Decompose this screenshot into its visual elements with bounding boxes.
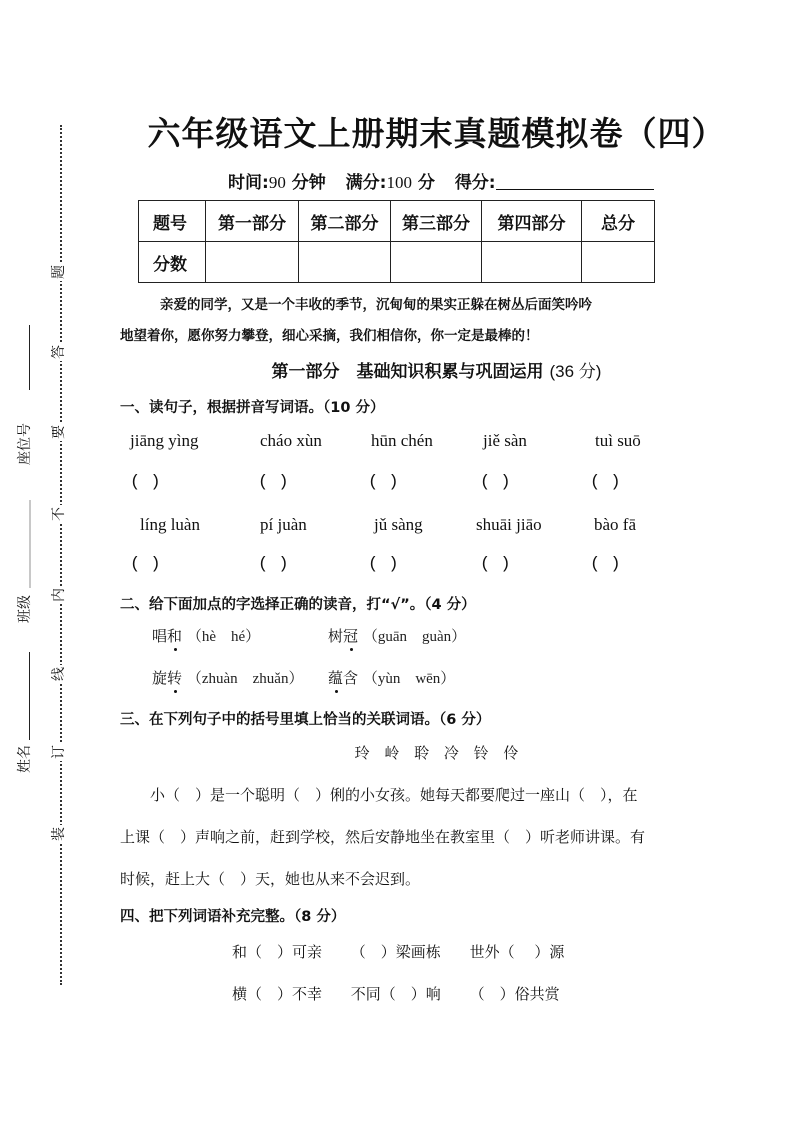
q1-pinyin-row-2 — [120, 515, 680, 537]
q3-passage-line-1[interactable]: 小（ ）是一个聪明（ ）俐的小女孩。她每天都要爬过一座山（ ），在 — [120, 786, 638, 804]
idiom-blank[interactable]: 和（ ）可亲 — [232, 943, 323, 961]
answer-blank[interactable]: ( ) — [130, 555, 161, 574]
binding-notice-char: 答 — [51, 345, 67, 359]
binding-dotted-line — [60, 125, 62, 985]
header-cell: 第一部分 — [206, 201, 299, 242]
pinyin-item: tuì suō — [595, 431, 641, 450]
idiom-blank[interactable]: 横（ ）不幸 — [232, 985, 323, 1003]
answer-blank[interactable]: ( ) — [480, 473, 511, 492]
score-blank[interactable] — [496, 173, 654, 190]
score-table-value-row — [139, 242, 655, 283]
seat-number-label: 座位号 — [17, 423, 33, 465]
pinyin-item: cháo xùn — [260, 431, 322, 450]
intro-message — [120, 290, 680, 352]
q2-item-changhe — [152, 625, 260, 646]
pinyin-item: jiě sàn — [483, 431, 527, 450]
score-table — [138, 200, 655, 283]
class-line[interactable] — [29, 500, 31, 588]
intro-line-2: 地望着你，愿你努力攀登，细心采摘，我们相信你，你一定是最棒的！ — [120, 328, 539, 344]
word-char: 旋 — [152, 669, 168, 687]
answer-blank[interactable]: ( ) — [368, 555, 399, 574]
pinyin-options[interactable]: （hè hé） — [186, 629, 261, 645]
time-label: 时间: — [228, 173, 269, 193]
time-unit: 分钟 — [291, 173, 326, 193]
word-char: 唱 — [152, 627, 168, 645]
pinyin-options[interactable]: （guān guàn） — [362, 629, 467, 645]
binding-notice-char: 线 — [51, 667, 67, 681]
word-char: 树 — [328, 627, 344, 645]
q4-heading: 四、把下列词语补充完整。（8 分） — [120, 909, 346, 925]
class-label: 班级 — [17, 595, 33, 623]
time-value: 90 — [268, 173, 286, 192]
q2-item-xuanzhuan — [152, 667, 303, 688]
score-label: 得分: — [454, 173, 496, 193]
header-cell: 第三部分 — [391, 201, 482, 242]
idiom-blank[interactable]: 世外（ ）源 — [469, 943, 565, 961]
binding-notice-char: 装 — [51, 827, 67, 841]
exam-title: 六年级语文上册期末真题模拟卷（四） — [147, 114, 726, 153]
answer-blank[interactable]: ( ) — [590, 555, 621, 574]
name-label: 姓名 — [17, 745, 33, 773]
score-cell-part3[interactable] — [391, 242, 482, 283]
q1-answer-row-1 — [120, 473, 680, 495]
answer-blank[interactable]: ( ) — [590, 473, 621, 492]
q1-heading: 一、读句子，根据拼音写词语。（10 分） — [120, 400, 385, 416]
header-cell: 题号 — [139, 201, 206, 242]
part1-title-text: 第一部分 基础知识积累与巩固运用 — [271, 362, 544, 382]
dotted-char: 转 — [167, 669, 183, 687]
name-line[interactable] — [29, 652, 30, 740]
word-char: 含 — [343, 669, 359, 687]
q1-answer-row-2 — [120, 555, 680, 577]
part1-points: (36 分) — [549, 362, 602, 381]
binding-notice-char: 不 — [51, 507, 67, 521]
q1-pinyin-row-1 — [120, 431, 680, 453]
dotted-char: 蕴 — [328, 669, 344, 687]
answer-blank[interactable]: ( ) — [258, 555, 289, 574]
score-cell-part2[interactable] — [299, 242, 391, 283]
full-score-label: 满分: — [345, 173, 387, 193]
q4-row-1 — [232, 941, 588, 962]
score-cell-total[interactable] — [582, 242, 655, 283]
idiom-blank[interactable]: （ ）俗共赏 — [469, 985, 560, 1003]
idiom-blank[interactable]: 不同（ ）响 — [350, 985, 441, 1003]
answer-blank[interactable]: ( ) — [130, 473, 161, 492]
header-cell: 总分 — [582, 201, 655, 242]
pinyin-options[interactable]: （yùn wēn） — [362, 671, 456, 687]
score-cell-part1[interactable] — [206, 242, 299, 283]
pinyin-options[interactable]: （zhuàn zhuǎn） — [186, 671, 304, 687]
pinyin-item: líng luàn — [140, 515, 200, 534]
full-score-unit: 分 — [417, 173, 435, 193]
part1-title — [0, 357, 793, 382]
q2-item-shuguan — [328, 625, 466, 646]
answer-blank[interactable]: ( ) — [480, 555, 511, 574]
pinyin-item: bào fā — [594, 515, 637, 534]
pinyin-item: shuāi jiāo — [476, 515, 542, 534]
pinyin-item: pí juàn — [260, 515, 307, 534]
q2-heading: 二、给下面加点的字选择正确的读音，打“√”。（4 分） — [120, 597, 476, 613]
binding-notice-char: 题 — [51, 265, 67, 279]
pinyin-item: hūn chén — [371, 431, 433, 450]
intro-line-1: 亲爱的同学，又是一个丰收的季节，沉甸甸的果实正躲在树丛后面笑吟吟 — [160, 297, 592, 313]
score-cell-part4[interactable] — [482, 242, 582, 283]
full-score-value: 100 — [386, 173, 412, 192]
q3-character-set: 玲 岭 聆 冷 铃 伶 — [354, 744, 519, 762]
pinyin-item: jiāng yìng — [130, 431, 199, 450]
q4-row-2 — [232, 983, 584, 1004]
binding-notice-char: 订 — [51, 745, 67, 759]
dotted-char: 冠 — [343, 627, 359, 645]
binding-notice-char: 内 — [51, 588, 67, 602]
q3-passage-line-3[interactable]: 时候，赶上大（ ）天，她也从来不会迟到。 — [120, 870, 421, 888]
score-table-header-row — [139, 201, 655, 242]
answer-blank[interactable]: ( ) — [368, 473, 399, 492]
exam-meta — [228, 168, 654, 193]
row-label-cell: 分数 — [139, 242, 206, 283]
dotted-char: 和 — [167, 627, 183, 645]
binding-notice-char: 要 — [51, 425, 67, 439]
idiom-blank[interactable]: （ ）梁画栋 — [350, 943, 441, 961]
header-cell: 第二部分 — [299, 201, 391, 242]
q3-passage-line-2[interactable]: 上课（ ）声响之前，赶到学校，然后安静地坐在教室里（ ）听老师讲课。有 — [120, 828, 646, 846]
answer-blank[interactable]: ( ) — [258, 473, 289, 492]
pinyin-item: jǔ sàng — [374, 515, 423, 534]
header-cell: 第四部分 — [482, 201, 582, 242]
q3-heading: 三、在下列句子中的括号里填上恰当的关联词语。（6 分） — [120, 712, 491, 728]
q2-item-yunhan — [328, 667, 455, 688]
